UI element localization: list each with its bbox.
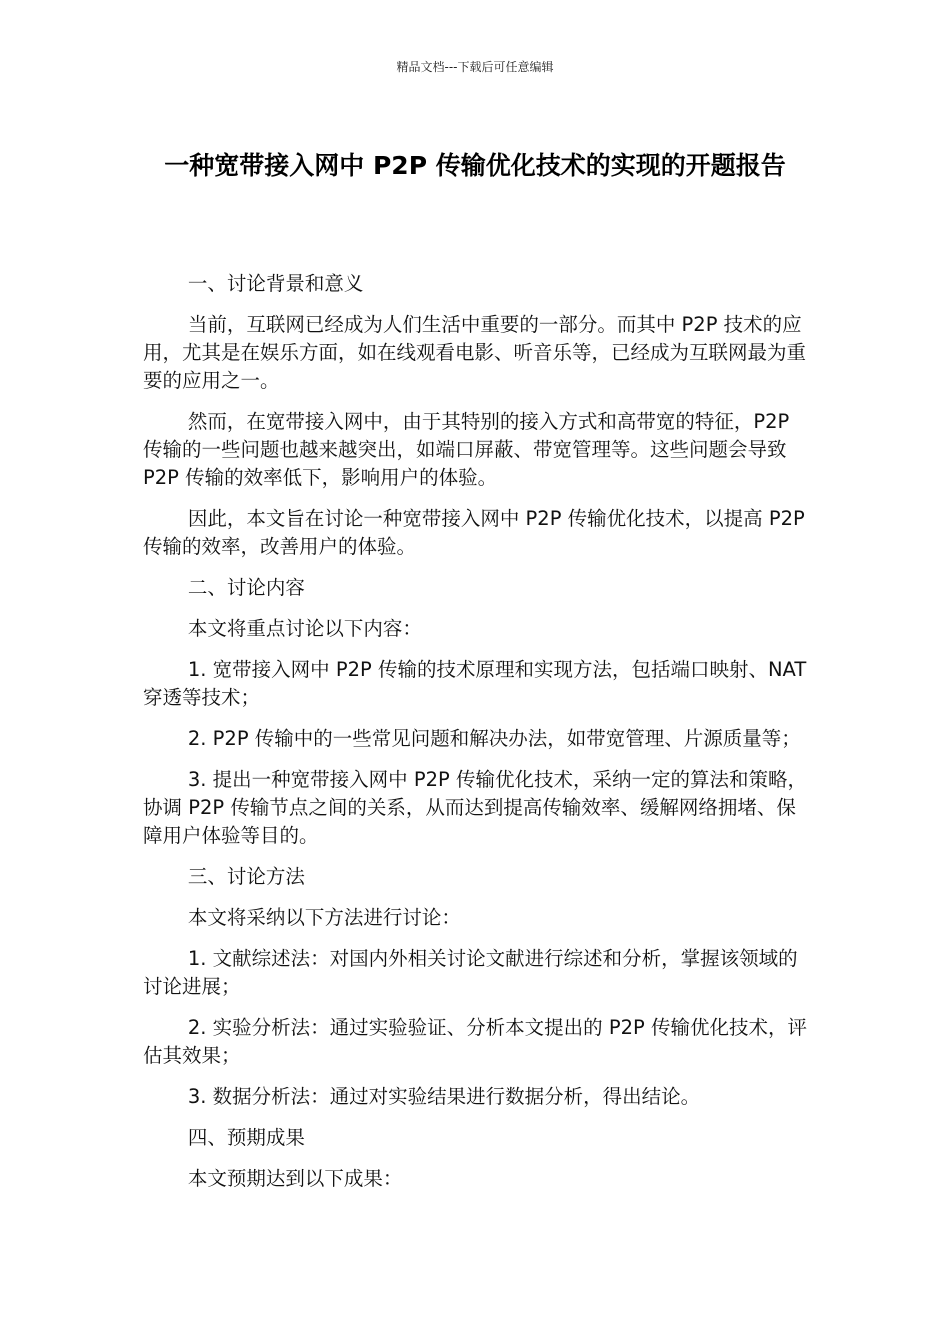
paragraph: 然而，在宽带接入网中，由于其特别的接入方式和高带宽的特征，P2P 传输的一些问题也越来越突出，如端口屏蔽、带宽管理等。这些问题会导致 P2P 传输的效率低下，影响用户的体验。: [143, 410, 790, 489]
list-item: 1. 文献综述法：对国内外相关讨论文献进行综述和分析，掌握该领域的讨论进展；: [143, 947, 798, 998]
section-methods: [143, 863, 811, 1111]
paragraph: 因此，本文旨在讨论一种宽带接入网中 P2P 传输优化技术，以提高 P2P 传输的效率，改善用户的体验。: [143, 507, 805, 558]
section-expected-results: [143, 1124, 811, 1193]
document-title: 一种宽带接入网中 P2P 传输优化技术的实现的开题报告: [164, 151, 786, 180]
list-item: 1. 宽带接入网中 P2P 传输的技术原理和实现方法，包括端口映射、NAT 穿透等技术；: [143, 658, 807, 709]
list-item: 2. 实验分析法：通过实验验证、分析本文提出的 P2P 传输优化技术，评估其效果；: [143, 1016, 807, 1067]
section-content: [143, 574, 811, 850]
list-item: 2. P2P 传输中的一些常见问题和解决办法，如带宽管理、片源质量等；: [187, 727, 801, 750]
paragraph: 本文预期达到以下成果：: [187, 1167, 403, 1190]
section-heading: 一、讨论背景和意义: [187, 272, 364, 295]
document-body: [143, 270, 811, 1206]
paragraph: 本文将采纳以下方法进行讨论：: [187, 906, 461, 929]
list-item: 3. 提出一种宽带接入网中 P2P 传输优化技术，采纳一定的算法和策略，协调 P2P 传输节点之间的关系，从而达到提高传输效率、缓解网络拥堵、保障用户体验等目的。: [143, 768, 807, 847]
paragraph: 本文将重点讨论以下内容：: [187, 617, 422, 640]
paragraph: 当前，互联网已经成为人们生活中重要的一部分。而其中 P2P 技术的应用，尤其是在娱乐方面，如在线观看电影、听音乐等，已经成为互联网最为重要的应用之一。: [143, 313, 807, 392]
section-heading: 二、讨论内容: [187, 576, 305, 599]
page-header-note: 精品文档---下载后可任意编辑: [396, 60, 554, 74]
section-heading: 三、讨论方法: [187, 865, 305, 888]
section-background: [143, 270, 811, 561]
list-item: 3. 数据分析法：通过对实验结果进行数据分析，得出结论。: [187, 1085, 701, 1108]
section-heading: 四、预期成果: [187, 1126, 305, 1149]
